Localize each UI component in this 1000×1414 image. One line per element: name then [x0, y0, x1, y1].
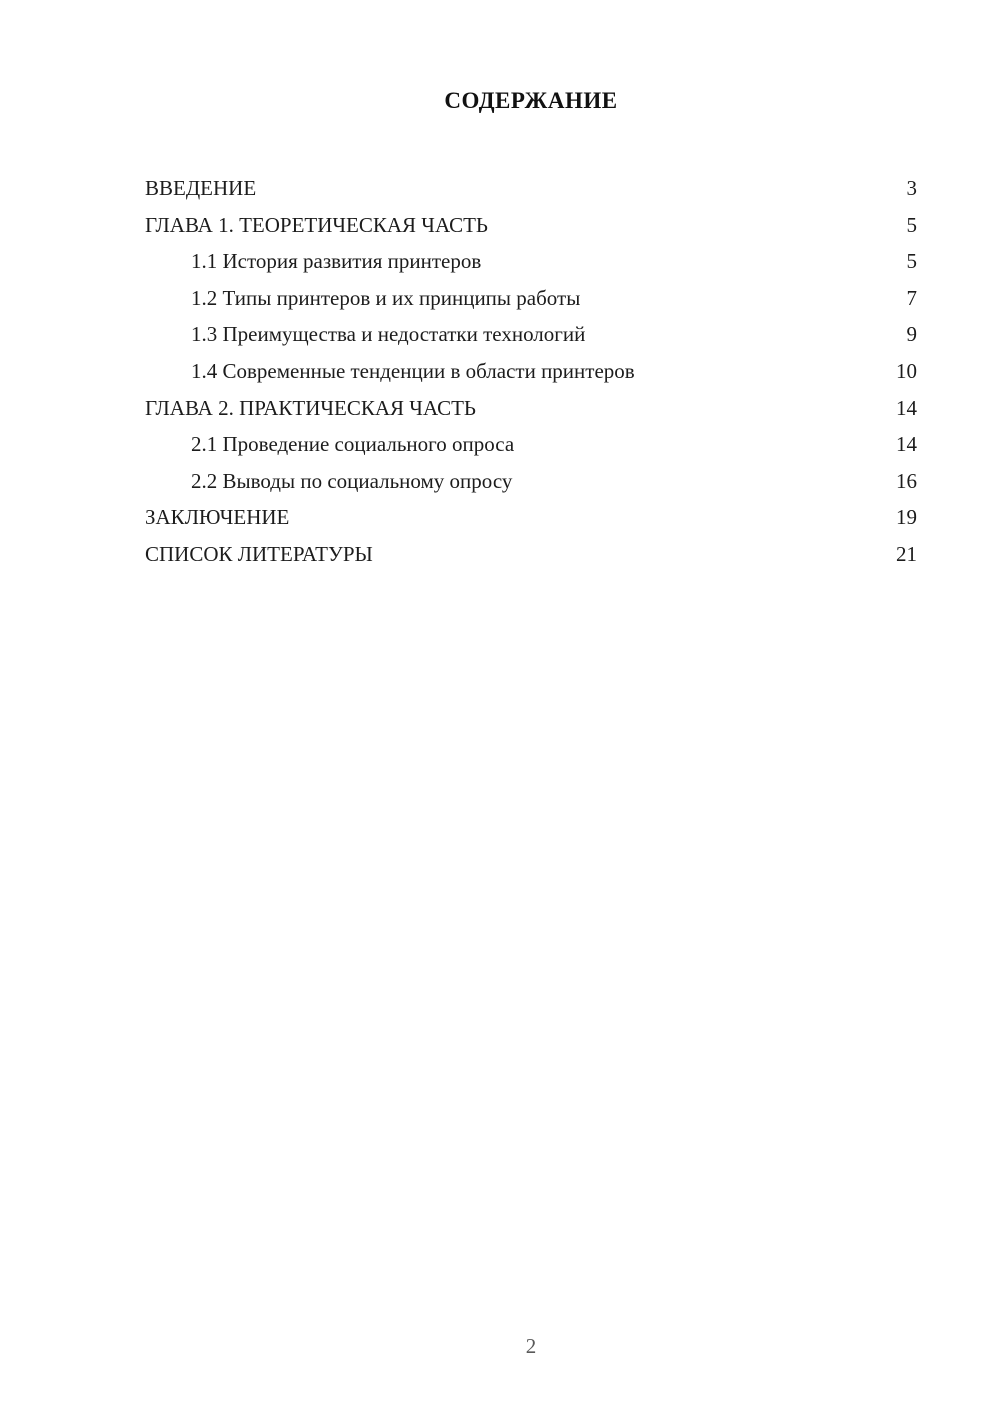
- toc-entry: [145, 390, 917, 427]
- toc-entry-page-number: 16: [896, 468, 917, 493]
- toc-entry: [145, 463, 917, 500]
- toc-title: СОДЕРЖАНИЕ: [444, 88, 618, 113]
- toc-entry-page-number: 5: [906, 212, 917, 237]
- toc-entry: [145, 243, 917, 280]
- toc-entry-page-number: 19: [896, 505, 917, 530]
- toc-entry-page-number: 21: [896, 541, 917, 566]
- toc-list: [145, 170, 917, 573]
- toc-entry-page-number: 5: [906, 249, 917, 274]
- page-number: 2: [525, 1334, 537, 1358]
- toc-entry-label: ГЛАВА 2. ПРАКТИЧЕСКАЯ ЧАСТЬ: [145, 395, 476, 420]
- toc-entry-page-number: 7: [906, 285, 917, 310]
- toc-entry-label: ГЛАВА 1. ТЕОРЕТИЧЕСКАЯ ЧАСТЬ: [145, 212, 488, 237]
- toc-entry: [145, 280, 917, 317]
- toc-entry-label: 2.2 Выводы по социальному опросу: [191, 468, 513, 493]
- toc-entry-label: 2.1 Проведение социального опроса: [191, 432, 515, 457]
- toc-entry-page-number: 14: [896, 432, 917, 457]
- toc-entry-label: 1.4 Современные тенденции в области принтеров: [191, 358, 635, 383]
- toc-entry: [145, 353, 917, 390]
- toc-entry-page-number: 14: [896, 395, 917, 420]
- toc-entry-label: ВВЕДЕНИЕ: [145, 176, 257, 200]
- toc-entry-label: 1.3 Преимущества и недостатки технологий: [191, 322, 586, 347]
- toc-entry-label: 1.1 История развития принтеров: [191, 249, 482, 274]
- toc-entry-page-number: 3: [906, 176, 917, 200]
- toc-entry-page-number: 9: [906, 322, 917, 347]
- toc-entry-label: 1.2 Типы принтеров и их принципы работы: [191, 285, 581, 310]
- toc-entry-label: ЗАКЛЮЧЕНИЕ: [145, 505, 290, 530]
- toc-entry: [145, 426, 917, 463]
- toc-entry: [145, 316, 917, 353]
- toc-entry-page-number: 10: [896, 358, 917, 383]
- toc-entry: [145, 170, 917, 207]
- toc-entry-label: СПИСОК ЛИТЕРАТУРЫ: [145, 541, 373, 566]
- toc-entry: [145, 536, 917, 573]
- toc-entry: [145, 207, 917, 244]
- toc-entry: [145, 499, 917, 536]
